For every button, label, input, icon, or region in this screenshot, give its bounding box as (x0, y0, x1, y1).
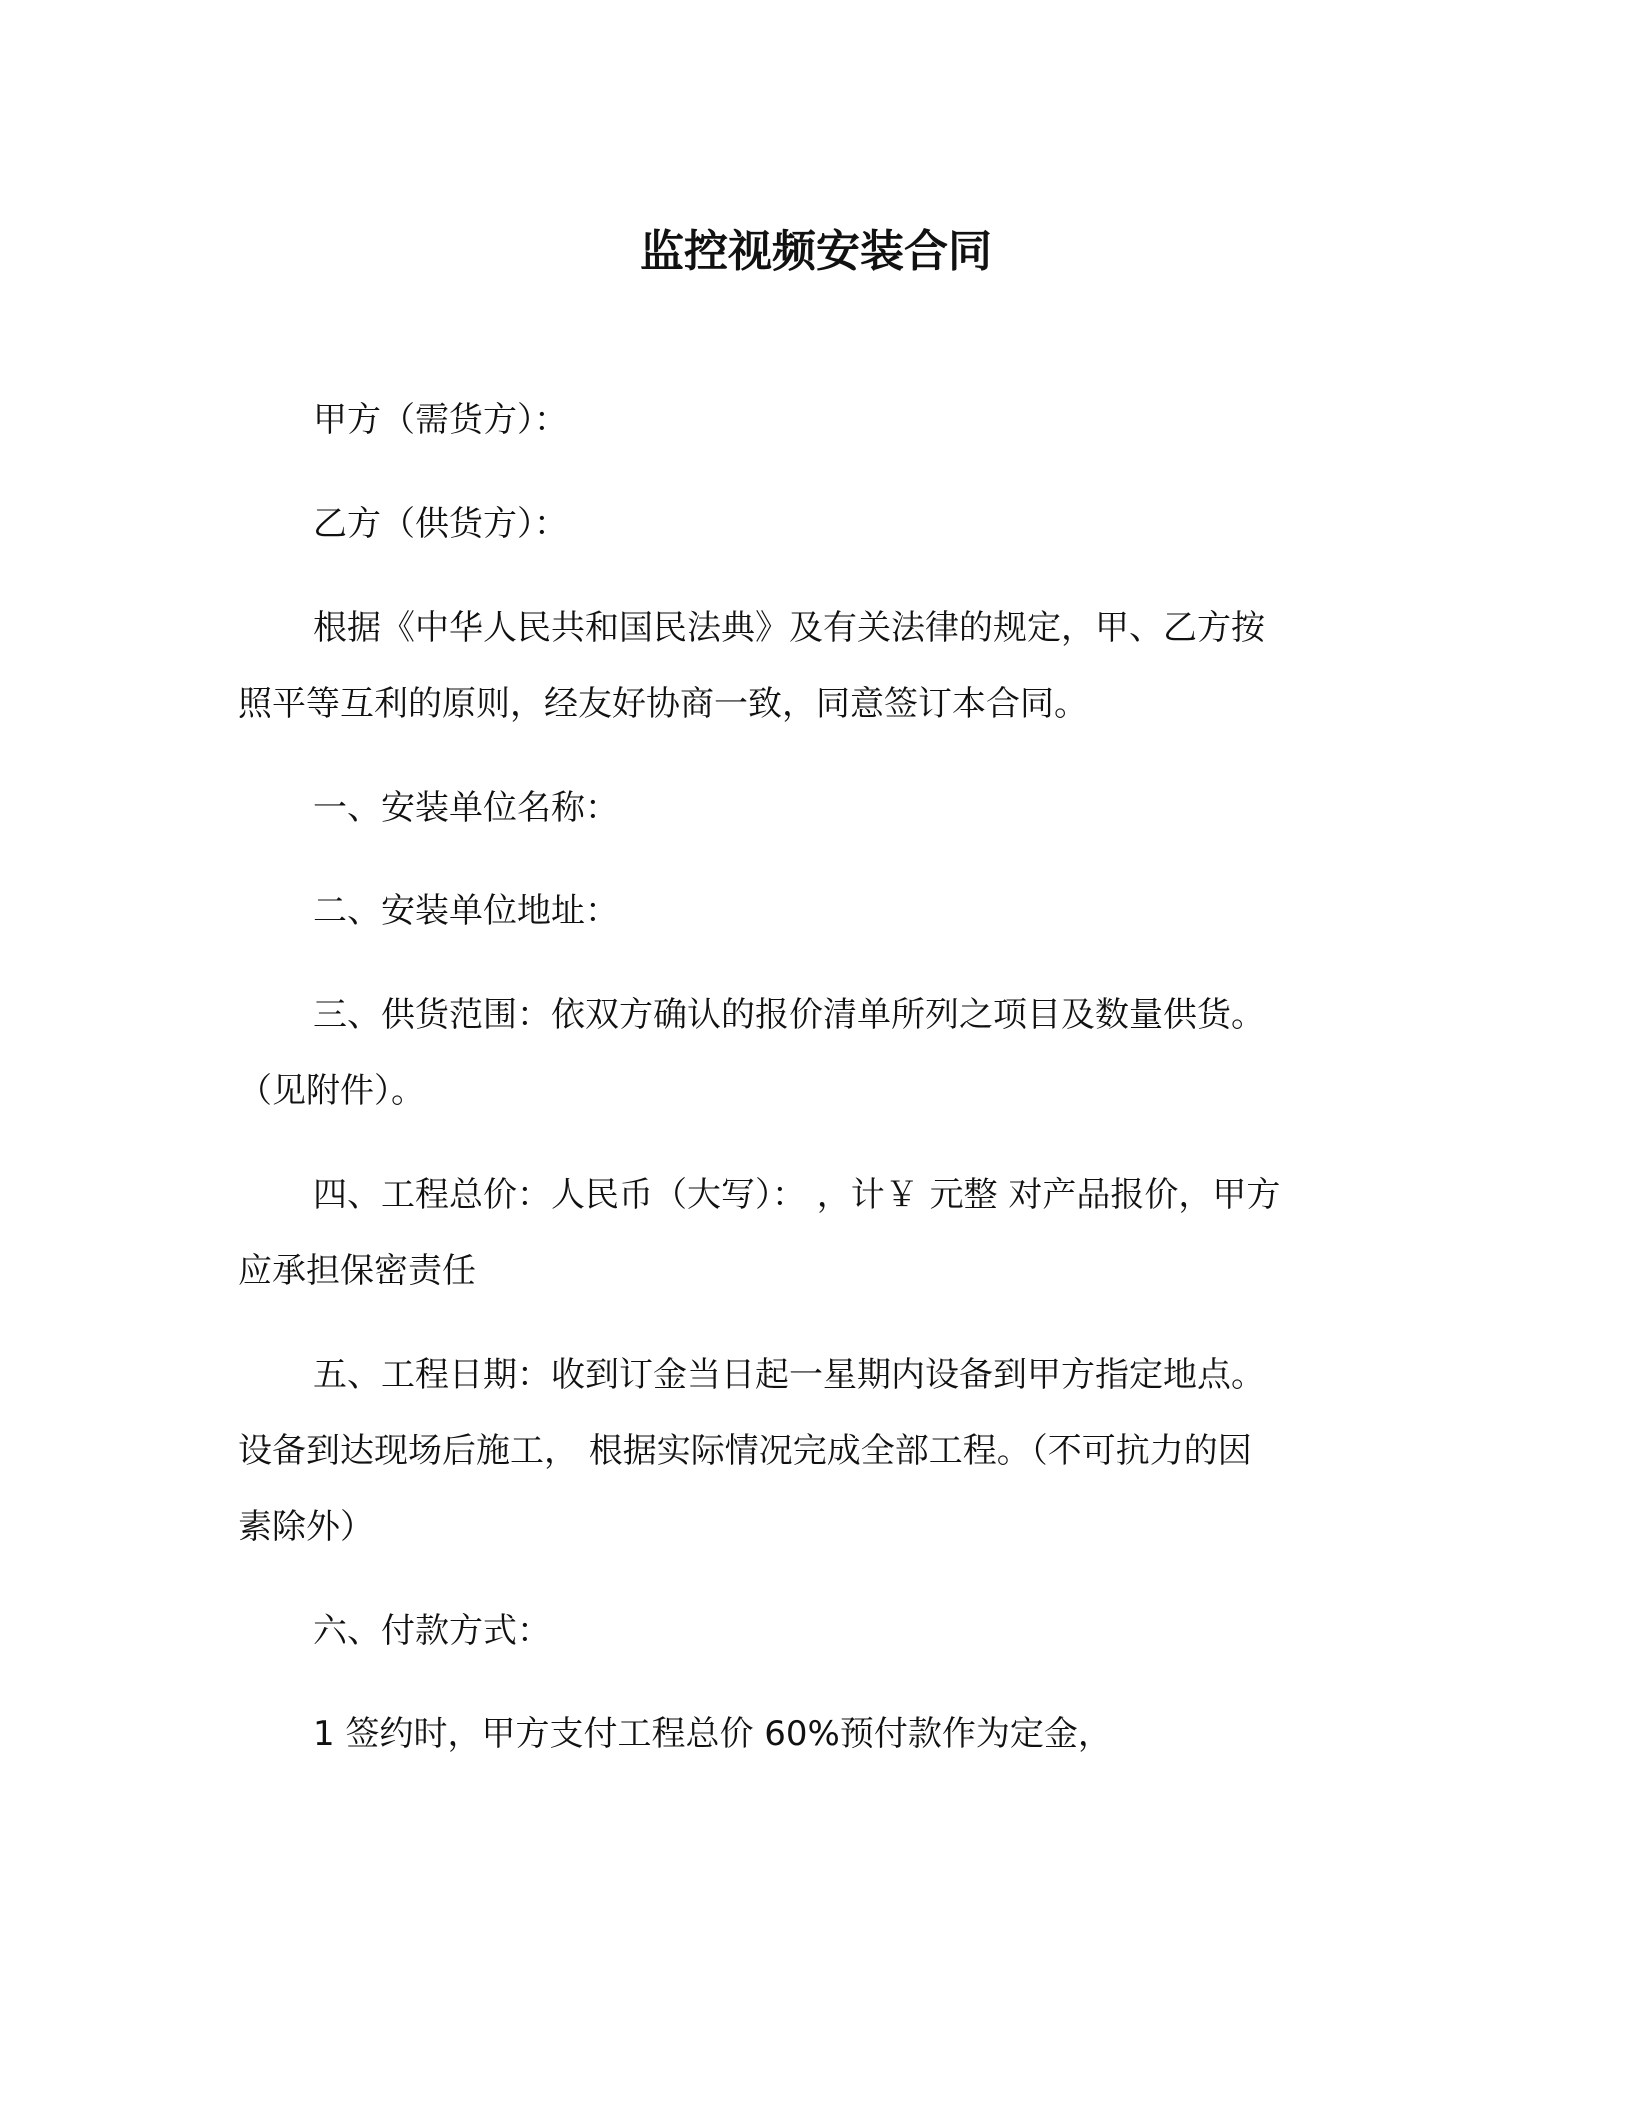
clause-5-line-2: 设备到达现场后施工， 根据实际情况完成全部工程。（不可抗力的因 (238, 1431, 1252, 1471)
clause-3-line-1: 三、供货范围：依双方确认的报价清单所列之项目及数量供货。 (313, 995, 1265, 1035)
document-title: 监控视频安装合同 (640, 226, 992, 277)
clause-1-install-unit-name: 一、安装单位名称： (313, 788, 619, 828)
clause-6-payment-method: 六、付款方式： (313, 1611, 551, 1651)
payment-item-1: 1 签约时，甲方支付工程总价 60%预付款作为定金， (313, 1714, 1112, 1754)
party-b-line: 乙方（供货方）： (313, 504, 568, 544)
clause-3-line-2: （见附件）。 (238, 1071, 425, 1111)
clause-2-install-unit-address: 二、安装单位地址： (313, 891, 619, 931)
preamble-line-1: 根据《中华人民共和国民法典》及有关法律的规定，甲、乙方按 (313, 608, 1265, 648)
clause-5-line-1: 五、工程日期：收到订金当日起一星期内设备到甲方指定地点。 (313, 1355, 1265, 1395)
clause-4-line-1: 四、工程总价：人民币（大写）： ，计￥ 元整 对产品报价，甲方 (313, 1175, 1281, 1215)
clause-5-line-3: 素除外） (238, 1507, 374, 1547)
clause-4-line-2: 应承担保密责任 (238, 1251, 476, 1291)
party-a-line: 甲方（需货方）： (313, 400, 568, 440)
preamble-line-2: 照平等互利的原则，经友好协商一致，同意签订本合同。 (238, 684, 1088, 724)
